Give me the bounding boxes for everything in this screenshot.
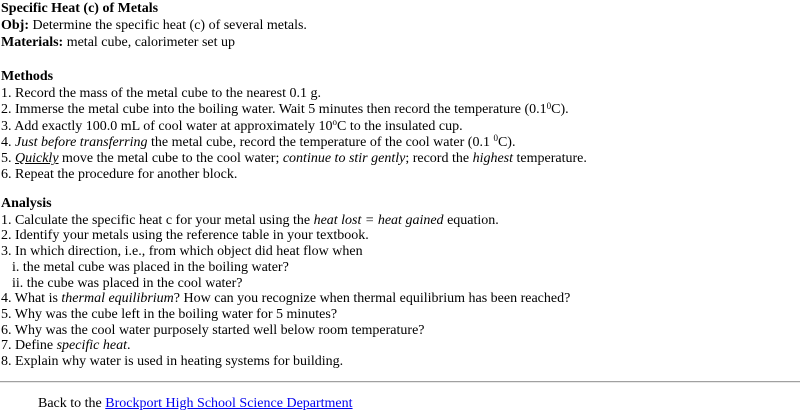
department-link[interactable]: Brockport High School Science Department [105, 396, 353, 411]
methods-list [1, 85, 799, 183]
method-step: 4. Just before transferring the metal cube, record the temperature of the cool water (0.1 $^0$C). [1, 133, 516, 150]
materials-label: Materials: [1, 35, 64, 50]
analysis-heading: Analysis [1, 195, 52, 211]
objective-label: Obj: [1, 18, 29, 33]
document-body [1, 0, 799, 369]
analysis-question: 2. Identify your metals using the reference table in your textbook. [1, 228, 369, 244]
method-step: 3. Add exactly 100.0 mL of cool water at approximately 10$^o$C to the insulated cup. [1, 116, 463, 134]
method-step: 5. Quickly move the metal cube to the cool water; continue to stir gently; record the highest temperature. [1, 151, 587, 167]
page-title: Specific Heat (c) of Metals [1, 1, 159, 16]
analysis-subquestion: ii. the cube was placed in the cool water? [12, 275, 243, 291]
method-step: 1. Record the mass of the metal cube to the nearest 0.1 g. [1, 86, 321, 101]
footer-prefix: Back to the [38, 396, 106, 411]
method-step: 2. Immerse the metal cube into the boiling water. Wait 5 minutes then record the temperature $(0.1^0C)$. [1, 100, 569, 118]
horizontal-rule [0, 381, 800, 383]
analysis-subquestion: i. the metal cube was placed in the boiling water? [12, 259, 289, 275]
analysis-question: 3. In which direction, i.e., from which object did heat flow when [1, 244, 363, 260]
methods-heading: Methods [1, 69, 54, 84]
analysis-question: 1. Calculate the specific heat c for your metal using the heat lost = heat gained equation. [1, 212, 499, 228]
analysis-list [1, 212, 799, 369]
analysis-question: 7. Define specific heat. [1, 338, 131, 354]
analysis-question: 4. What is thermal equilibrium? How can you recognize when thermal equilibrium has been reached? [1, 291, 571, 307]
objective-text: Determine the specific heat (c) of several metals. [29, 18, 307, 33]
analysis-question: 6. Why was the cool water purposely started well below room temperature? [1, 322, 425, 338]
analysis-question: 5. Why was the cube left in the boiling water for 5 minutes? [1, 306, 338, 322]
materials-line [1, 34, 799, 51]
analysis-question: 8. Explain why water is used in heating systems for building. [1, 353, 344, 369]
method-step: 6. Repeat the procedure for another block. [1, 167, 238, 183]
objective-line [1, 17, 799, 34]
materials-text: metal cube, calorimeter set up [63, 35, 236, 50]
footer-nav [38, 395, 353, 412]
